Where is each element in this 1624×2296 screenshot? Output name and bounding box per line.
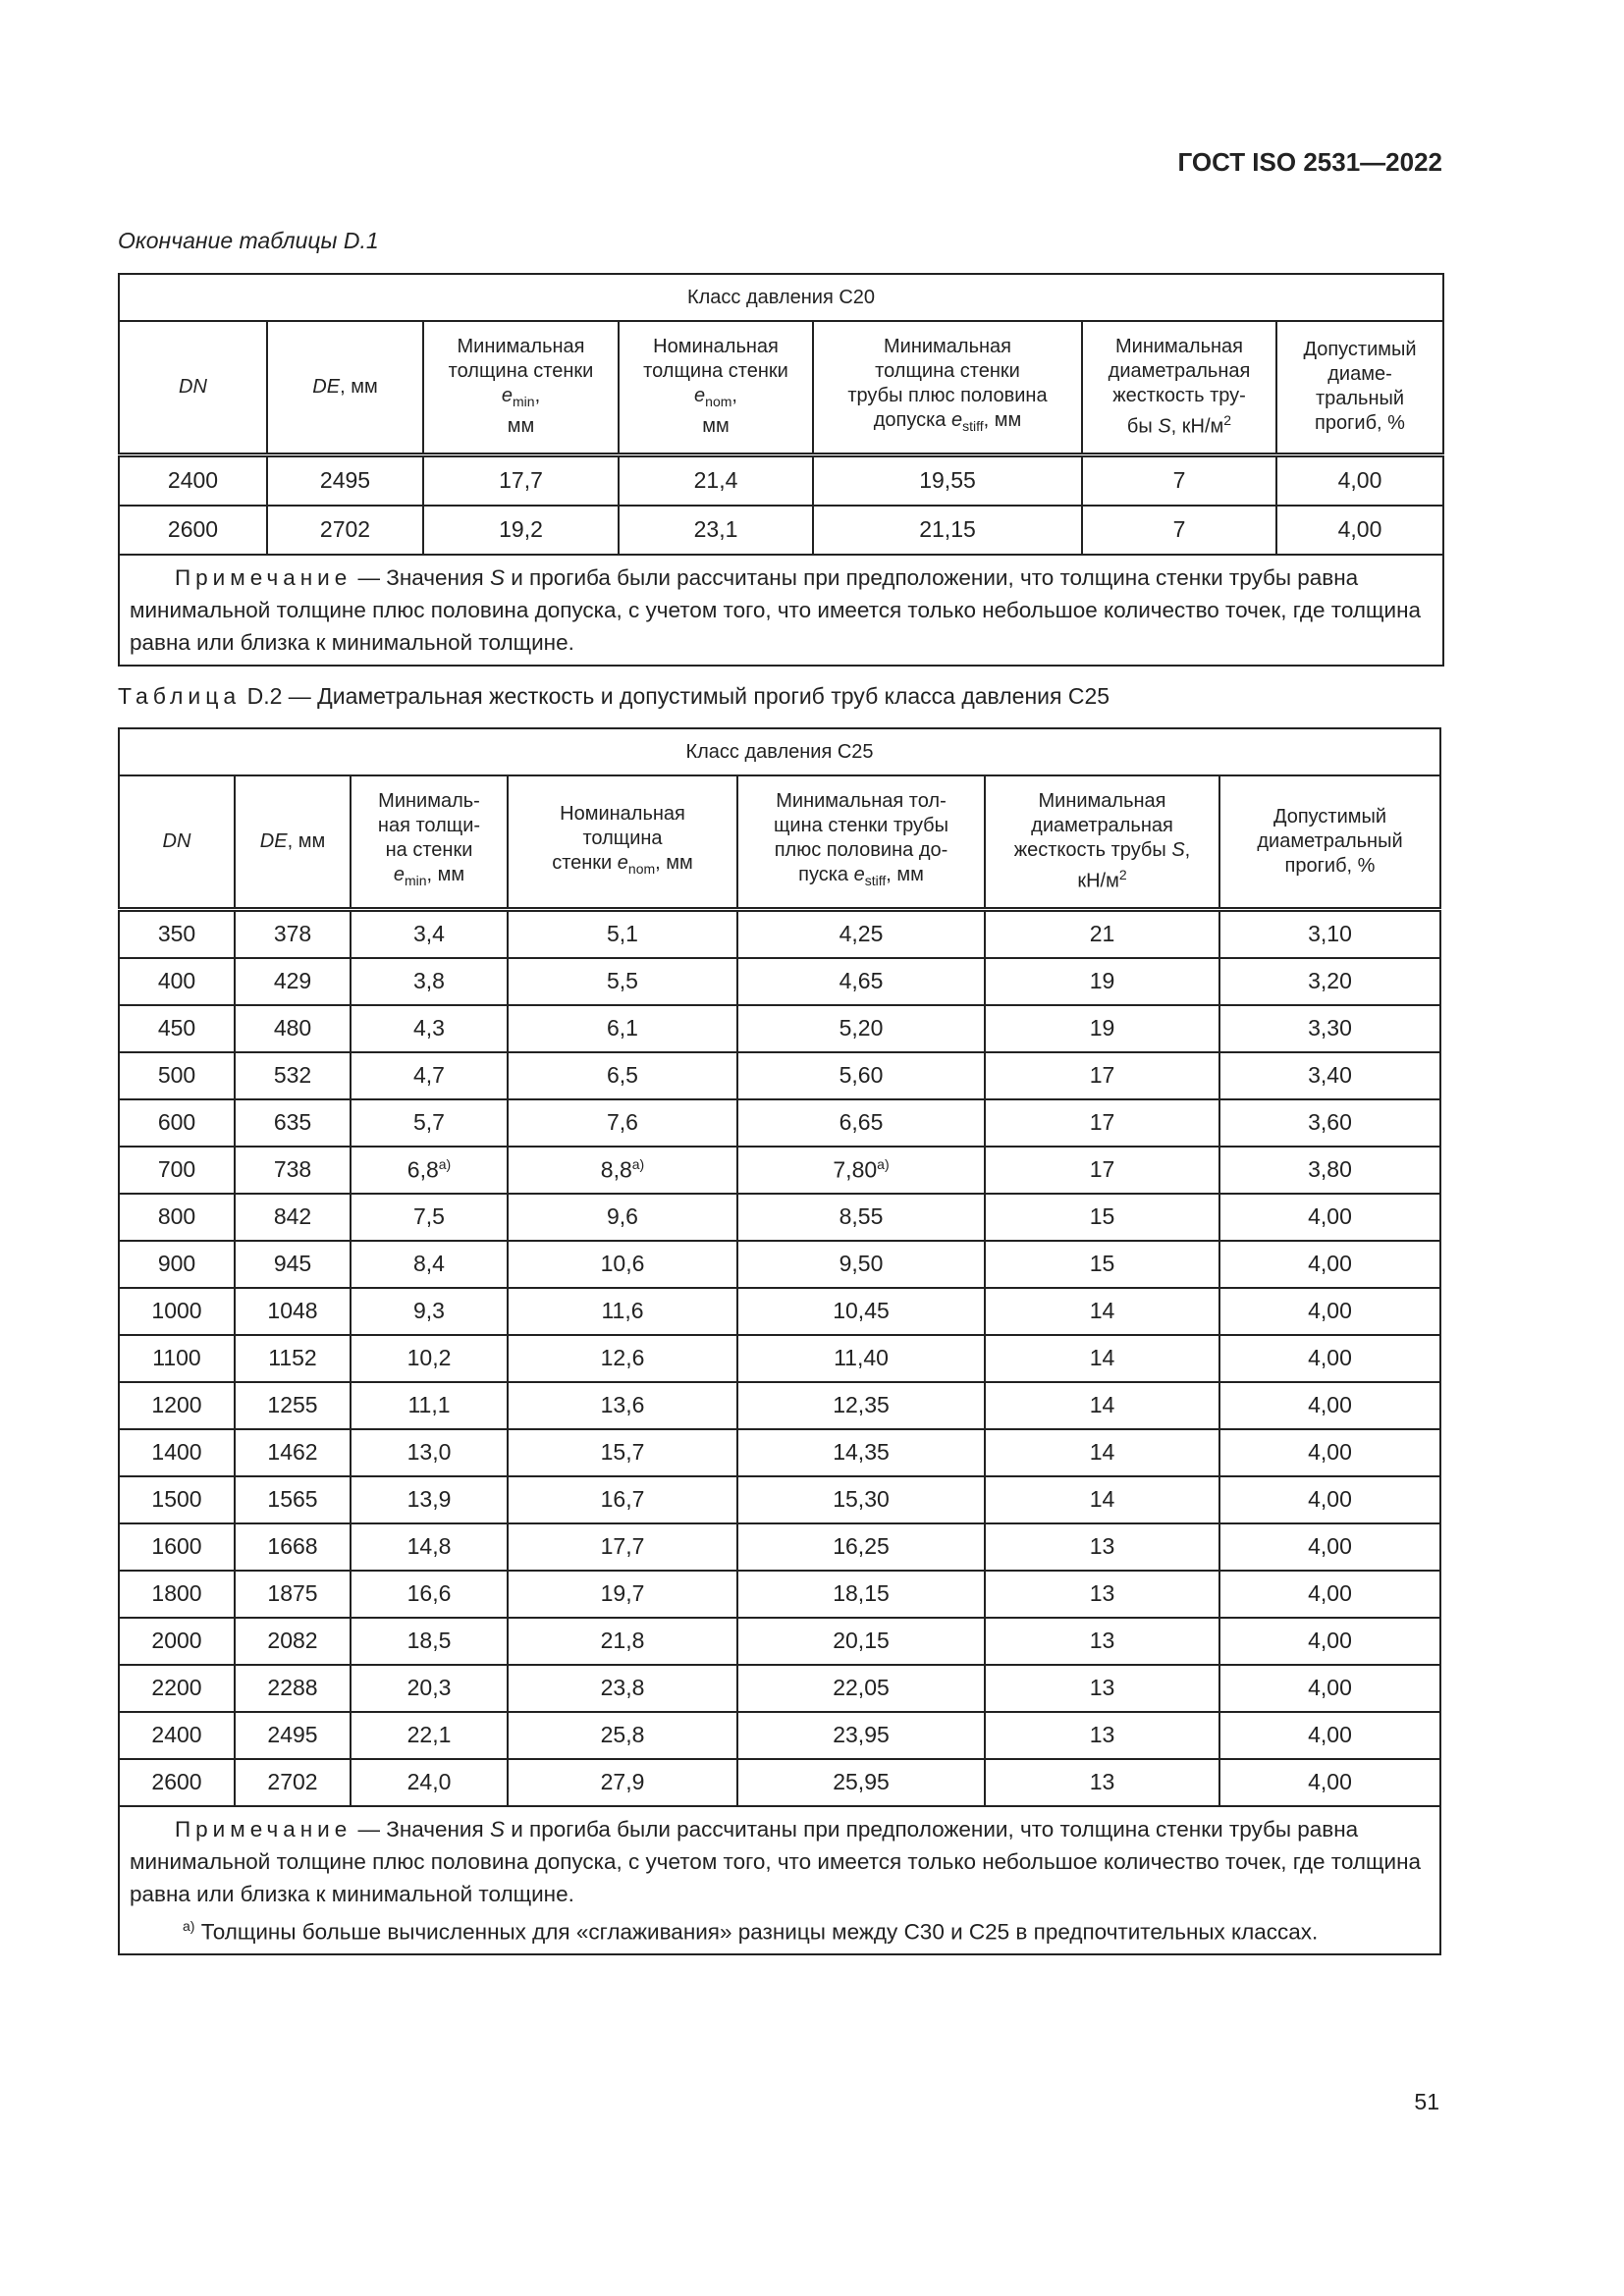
note-dash: — Значения (352, 564, 490, 590)
table-cell: 13 (985, 1759, 1219, 1806)
header-unit: мм (507, 415, 535, 438)
table-row (119, 1194, 1440, 1241)
table-cell: 378 (235, 909, 351, 958)
table-cell: 480 (235, 1005, 351, 1052)
table-cell: 21,15 (813, 506, 1082, 555)
note-dash: — Значения (352, 1816, 490, 1842)
table-cell: 20,15 (737, 1618, 985, 1665)
table-cell: 2400 (119, 1712, 235, 1759)
column-header (119, 321, 267, 454)
table-cell: 13 (985, 1665, 1219, 1712)
column-header (423, 321, 619, 454)
header-text: стенки (552, 851, 618, 874)
header-symbol: e (694, 385, 706, 407)
column-header (737, 775, 985, 909)
table-cell: 4,65 (737, 958, 985, 1005)
document-header: ГОСТ ISO 2531—2022 (1177, 147, 1442, 177)
table-cell: 3,60 (1219, 1099, 1440, 1147)
table-cell: 7 (1082, 454, 1276, 506)
column-header (985, 775, 1219, 909)
table-cell: 27,9 (508, 1759, 737, 1806)
table-cell: 532 (235, 1052, 351, 1099)
table-cell: 800 (119, 1194, 235, 1241)
column-header (508, 775, 737, 909)
header-line: прогиб, % (1284, 854, 1376, 877)
header-symbol: e (951, 409, 963, 432)
header-symbol: DE (259, 829, 288, 852)
table-cell: 20,3 (351, 1665, 508, 1712)
header-line: диаметральный (1257, 829, 1403, 852)
table-cell: 4,00 (1276, 454, 1443, 506)
table-cell: 1048 (235, 1288, 351, 1335)
table-cell: 19 (985, 958, 1219, 1005)
header-text: жесткость трубы (1013, 838, 1172, 861)
header-unit: , (534, 385, 541, 407)
table1-caption: Окончание таблицы D.1 (118, 228, 379, 253)
table-cell: 15,30 (737, 1476, 985, 1523)
table-row (119, 1335, 1440, 1382)
table-cell: 3,8 (351, 958, 508, 1005)
table-cell: 900 (119, 1241, 235, 1288)
table-cell: 14 (985, 1476, 1219, 1523)
header-unit: , (1184, 838, 1191, 861)
table-cell: 4,00 (1219, 1523, 1440, 1571)
table-cell: 5,1 (508, 909, 737, 958)
table-row (119, 1099, 1440, 1147)
header-line: прогиб, % (1315, 412, 1405, 435)
table-cell: 13 (985, 1712, 1219, 1759)
table-cell: 350 (119, 909, 235, 958)
table-cell: 15 (985, 1194, 1219, 1241)
header-symbol: S (1171, 838, 1185, 861)
table-cell: 4,3 (351, 1005, 508, 1052)
table-row (119, 958, 1440, 1005)
footnote-mark: a) (183, 1917, 195, 1934)
table-cell: 4,00 (1219, 1382, 1440, 1429)
table-cell: 12,35 (737, 1382, 985, 1429)
table-cell: 4,00 (1219, 1241, 1440, 1288)
table-cell: 1200 (119, 1382, 235, 1429)
cell-value: 7,80 (833, 1156, 878, 1183)
header-unit: , кН/м (1170, 415, 1224, 438)
table-cell: 17 (985, 1052, 1219, 1099)
table-row (119, 1618, 1440, 1665)
table-cell: 4,00 (1219, 1759, 1440, 1806)
table-cell: 1800 (119, 1571, 235, 1618)
table-row (119, 1476, 1440, 1523)
header-line: тральный (1315, 388, 1405, 410)
header-subscript: stiff (864, 873, 887, 889)
table-cell: 4,00 (1219, 1571, 1440, 1618)
table-cell: 3,40 (1219, 1052, 1440, 1099)
table-cell: 2600 (119, 506, 267, 555)
pressure-class-label: Класс давления C25 (119, 728, 1440, 775)
table-cell: 5,5 (508, 958, 737, 1005)
table-row (119, 1005, 1440, 1052)
table-row (119, 1147, 1440, 1194)
table-cell: 14,35 (737, 1429, 985, 1476)
note-symbol: S (489, 1816, 505, 1842)
table-cell: 1152 (235, 1335, 351, 1382)
column-header (813, 321, 1082, 454)
table-cell: 6,65 (737, 1099, 985, 1147)
header-line: ная толщи- (377, 815, 481, 837)
note-text: и прогиба были рассчитаны при предположении, что толщина стенки трубы равна минимальной толщине плюс половина допуска, с учетом того, что имеется только небольшое количество точек, где толщина равна или близка к минимальной толщине. (130, 564, 1422, 655)
header-line: толщина стенки (643, 360, 788, 383)
page-number: 51 (1414, 2089, 1439, 2114)
table-cell: 15 (985, 1241, 1219, 1288)
table-cell: 600 (119, 1099, 235, 1147)
note-text: и прогиба были рассчитаны при предположении, что толщина стенки трубы равна минимальной толщине плюс половина допуска, с учетом того, что имеется только небольшое количество точек, где толщина равна или близка к минимальной толщине. (130, 1816, 1422, 1906)
table-cell: 700 (119, 1147, 235, 1194)
table-cell: 13,0 (351, 1429, 508, 1476)
table-cell: 6,1 (508, 1005, 737, 1052)
footnote-text: Толщины больше вычисленных для «сглаживания» разницы между C30 и C25 в предпочтительных классах. (194, 1919, 1319, 1944)
table-cell: 9,50 (737, 1241, 985, 1288)
table-cell: 1255 (235, 1382, 351, 1429)
header-unit: , мм (886, 864, 924, 886)
table-row (119, 1571, 1440, 1618)
column-header (1219, 775, 1440, 909)
table-cell: 23,1 (619, 506, 813, 555)
table-row (119, 454, 1443, 506)
table-row (119, 1759, 1440, 1806)
table-cell: 16,7 (508, 1476, 737, 1523)
table-row (119, 1429, 1440, 1476)
header-symbol: e (393, 864, 405, 886)
table-cell: 10,2 (351, 1335, 508, 1382)
header-line: диаметральная (1108, 359, 1251, 382)
table-cell: 17,7 (423, 454, 619, 506)
header-unit: , мм (655, 851, 693, 874)
header-text: бы (1126, 415, 1159, 438)
table-cell: 4,00 (1219, 1618, 1440, 1665)
table-cell: 1600 (119, 1523, 235, 1571)
header-line: Допустимый (1272, 805, 1387, 828)
header-line: диаметральная (1031, 814, 1173, 836)
header-unit: , (731, 385, 737, 407)
table-cell: 500 (119, 1052, 235, 1099)
table-cell: 25,95 (737, 1759, 985, 1806)
table-cell: 4,00 (1219, 1712, 1440, 1759)
header-line: толщина стенки (448, 360, 594, 383)
table-cell: 2495 (267, 454, 423, 506)
header-unit: , мм (426, 864, 465, 886)
table-cell: 8,4 (351, 1241, 508, 1288)
table-cell: 9,3 (351, 1288, 508, 1335)
table-cell: 21,4 (619, 454, 813, 506)
table-cell: 14 (985, 1382, 1219, 1429)
table-cell: 12,6 (508, 1335, 737, 1382)
header-line: щина стенки трубы (773, 815, 949, 837)
table-cell: 2702 (267, 506, 423, 555)
table-cell: 7 (1082, 506, 1276, 555)
table-cell: 17 (985, 1099, 1219, 1147)
table-cell: 3,20 (1219, 958, 1440, 1005)
cell-value: 8,8 (600, 1156, 632, 1183)
header-unit: , мм (340, 375, 378, 398)
table-cell: 13,9 (351, 1476, 508, 1523)
table-cell: 2200 (119, 1665, 235, 1712)
table-cell: 15,7 (508, 1429, 737, 1476)
table-cell: 1400 (119, 1429, 235, 1476)
header-line: Допустимый (1303, 339, 1417, 361)
table-cell: 10,45 (737, 1288, 985, 1335)
table-cell: 2000 (119, 1618, 235, 1665)
header-text: допуска (873, 409, 951, 432)
table-cell: 4,7 (351, 1052, 508, 1099)
table-row (119, 506, 1443, 555)
header-line: Минимальная (457, 336, 585, 358)
table-cell: 1565 (235, 1476, 351, 1523)
table-cell: 19,55 (813, 454, 1082, 506)
table-cell: 4,00 (1219, 1429, 1440, 1476)
table-cell: 17 (985, 1147, 1219, 1194)
header-symbol: e (501, 385, 513, 407)
table-cell: 13 (985, 1571, 1219, 1618)
table-cell: 24,0 (351, 1759, 508, 1806)
table-cell: 4,00 (1219, 1288, 1440, 1335)
table-cell: 2600 (119, 1759, 235, 1806)
table-cell: 14 (985, 1429, 1219, 1476)
table-cell (508, 1147, 737, 1194)
table-cell (737, 1147, 985, 1194)
table-cell: 10,6 (508, 1241, 737, 1288)
column-header (235, 775, 351, 909)
table-row (119, 909, 1440, 958)
table-cell: 1500 (119, 1476, 235, 1523)
table-cell: 17,7 (508, 1523, 737, 1571)
header-text: DN (162, 829, 191, 852)
header-subscript: nom (705, 394, 732, 410)
table-cell: 1462 (235, 1429, 351, 1476)
header-unit: , мм (287, 829, 326, 852)
table-cell: 7,5 (351, 1194, 508, 1241)
header-subscript: stiff (962, 418, 984, 435)
table-cell: 11,6 (508, 1288, 737, 1335)
table-cell: 16,25 (737, 1523, 985, 1571)
table-cell: 2288 (235, 1665, 351, 1712)
header-line: плюс половина до- (774, 839, 948, 862)
table-cell: 2082 (235, 1618, 351, 1665)
table-cell: 19 (985, 1005, 1219, 1052)
table-cell: 9,6 (508, 1194, 737, 1241)
cell-value: 6,8 (406, 1156, 439, 1183)
table-cell: 18,15 (737, 1571, 985, 1618)
column-header (1082, 321, 1276, 454)
table-cell: 5,60 (737, 1052, 985, 1099)
table-cell: 3,30 (1219, 1005, 1440, 1052)
table-row (119, 1523, 1440, 1571)
header-text: DN (179, 375, 207, 398)
note-symbol: S (489, 564, 505, 590)
table-cell: 18,5 (351, 1618, 508, 1665)
header-line: толщина стенки (875, 360, 1020, 383)
table-cell: 4,00 (1219, 1194, 1440, 1241)
header-line: Минимальная тол- (776, 790, 947, 813)
column-header (267, 321, 423, 454)
table-cell: 8,55 (737, 1194, 985, 1241)
table-cell: 7,6 (508, 1099, 737, 1147)
table-cell: 5,7 (351, 1099, 508, 1147)
table-cell: 13 (985, 1523, 1219, 1571)
table-cell: 16,6 (351, 1571, 508, 1618)
table-cell: 4,00 (1219, 1476, 1440, 1523)
caption-label: Таблица (118, 683, 242, 709)
table-cell: 4,00 (1219, 1665, 1440, 1712)
header-unit: мм (702, 415, 730, 438)
table-cell: 4,00 (1219, 1335, 1440, 1382)
header-line: Минималь- (378, 790, 480, 813)
pressure-class-label: Класс давления C20 (119, 274, 1443, 321)
table-cell: 22,05 (737, 1665, 985, 1712)
table-cell: 429 (235, 958, 351, 1005)
footnote-mark: a) (438, 1155, 452, 1172)
header-line: жесткость тру- (1112, 384, 1246, 406)
table-cell: 738 (235, 1147, 351, 1194)
table-cell: 2400 (119, 454, 267, 506)
header-symbol: S (1158, 415, 1171, 438)
table-cell: 3,4 (351, 909, 508, 958)
table-cell: 11,1 (351, 1382, 508, 1429)
table-d2 (118, 727, 1441, 1955)
header-superscript: 2 (1223, 411, 1232, 428)
table-cell: 4,25 (737, 909, 985, 958)
table-cell: 14 (985, 1335, 1219, 1382)
table-d1-end (118, 273, 1444, 667)
table-cell: 14,8 (351, 1523, 508, 1571)
table-cell: 635 (235, 1099, 351, 1147)
table-cell: 2702 (235, 1759, 351, 1806)
table-cell: 19,2 (423, 506, 619, 555)
table-cell: 400 (119, 958, 235, 1005)
table-cell: 13 (985, 1618, 1219, 1665)
table-cell: 4,00 (1276, 506, 1443, 555)
table-cell: 21 (985, 909, 1219, 958)
table-cell: 23,95 (737, 1712, 985, 1759)
header-line: Минимальная (1114, 335, 1243, 357)
note-label: Примечание (175, 1816, 352, 1842)
header-line: Номинальная (653, 336, 779, 358)
table-cell: 1875 (235, 1571, 351, 1618)
header-superscript: 2 (1118, 866, 1127, 882)
table-cell: 14 (985, 1288, 1219, 1335)
table-header-row (119, 775, 1440, 909)
table-cell: 2495 (235, 1712, 351, 1759)
table-row (119, 1288, 1440, 1335)
table-cell: 22,1 (351, 1712, 508, 1759)
table-row (119, 1241, 1440, 1288)
footnote-mark: a) (877, 1155, 890, 1172)
header-subscript: min (513, 394, 535, 410)
table-cell: 3,10 (1219, 909, 1440, 958)
column-header (119, 775, 235, 909)
header-line: диаме- (1327, 363, 1392, 386)
caption-text: D.2 — Диаметральная жесткость и допустимый прогиб труб класса давления C25 (241, 683, 1110, 709)
table-cell: 23,8 (508, 1665, 737, 1712)
table-cell: 945 (235, 1241, 351, 1288)
column-header (619, 321, 813, 454)
header-symbol: e (617, 851, 628, 874)
table-cell: 3,80 (1219, 1147, 1440, 1194)
table-cell: 5,20 (737, 1005, 985, 1052)
table-cell: 450 (119, 1005, 235, 1052)
header-line: Минимальная (1038, 789, 1166, 812)
column-header (1276, 321, 1443, 454)
header-symbol: e (853, 864, 865, 886)
table-row (119, 1052, 1440, 1099)
table-note (119, 1806, 1440, 1955)
header-unit: кН/м (1077, 870, 1119, 892)
table-cell: 21,8 (508, 1618, 737, 1665)
table-cell: 6,5 (508, 1052, 737, 1099)
table-row (119, 1665, 1440, 1712)
header-line: трубы плюс половина (847, 385, 1048, 407)
header-unit: , мм (983, 409, 1022, 432)
table-row (119, 1382, 1440, 1429)
header-subscript: nom (627, 860, 656, 877)
table-note (119, 555, 1443, 666)
table-cell: 1000 (119, 1288, 235, 1335)
header-line: Минимальная (883, 336, 1011, 358)
table-cell: 11,40 (737, 1335, 985, 1382)
table-cell (351, 1147, 508, 1194)
header-text: пуска (798, 864, 854, 886)
table-cell: 19,7 (508, 1571, 737, 1618)
table-cell: 842 (235, 1194, 351, 1241)
header-subscript: min (404, 873, 427, 889)
header-line: толщина (582, 827, 663, 849)
footnote-mark: a) (631, 1155, 645, 1172)
header-line: на стенки (385, 839, 473, 862)
table-cell: 1668 (235, 1523, 351, 1571)
note-label: Примечание (175, 564, 352, 590)
table-row (119, 1712, 1440, 1759)
table-cell: 25,8 (508, 1712, 737, 1759)
header-symbol: DE (312, 375, 341, 398)
column-header (351, 775, 508, 909)
table-cell: 13,6 (508, 1382, 737, 1429)
table-cell: 1100 (119, 1335, 235, 1382)
header-line: Номинальная (560, 802, 685, 825)
table2-caption (118, 683, 1110, 710)
table-header-row (119, 321, 1443, 454)
